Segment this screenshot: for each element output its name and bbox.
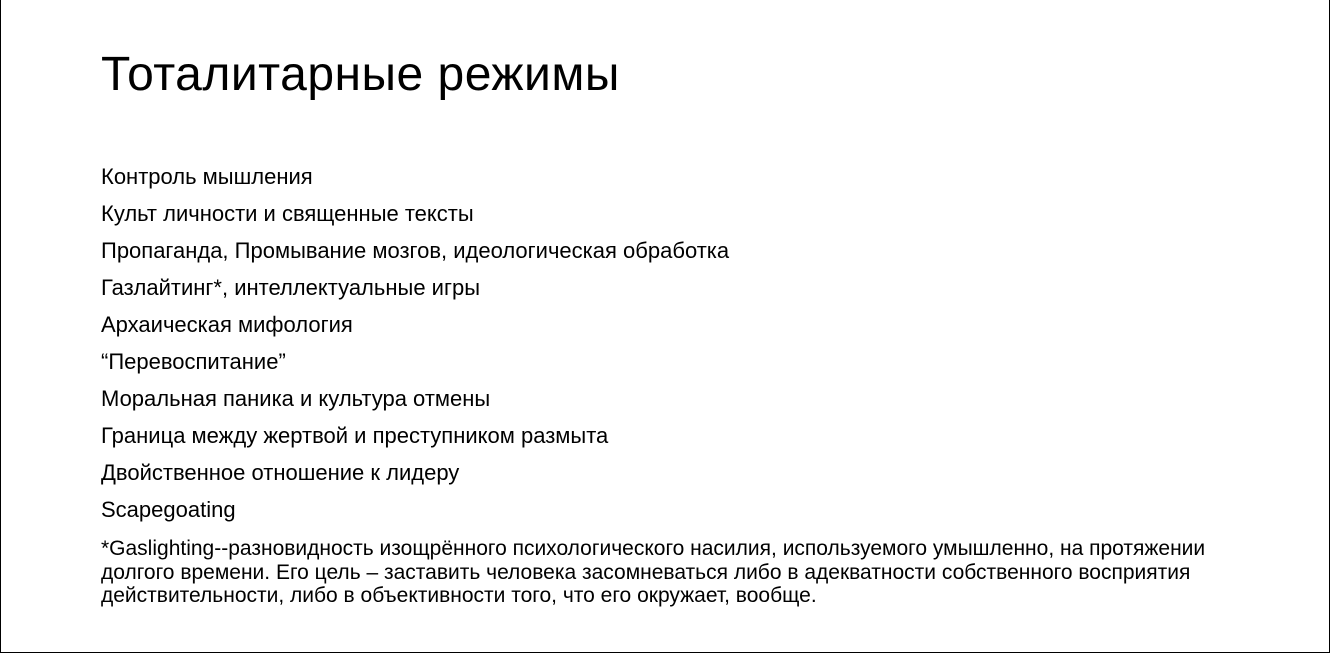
list-item: Архаическая мифология xyxy=(101,312,353,337)
footnote: *Gaslighting--разновидность изощрённого психологического насилия, используемого умышленно, на протяжении долгого времени. Его цель – заставить человека засомневаться либо в адекватности собственного восприятия действительности, либо в объективности того, что его окружает, вообще. xyxy=(101,537,1206,607)
list-item: Моральная паника и культура отмены xyxy=(101,386,491,411)
slide-title: Тоталитарные режимы xyxy=(101,48,620,101)
list-item: Культ личности и священные тексты xyxy=(101,201,474,226)
list-item: “Перевоспитание” xyxy=(101,349,286,374)
list-item: Scapegoating xyxy=(101,497,236,522)
list-item: Газлайтинг*, интеллектуальные игры xyxy=(101,275,481,300)
bullet-list xyxy=(101,158,729,528)
list-item: Граница между жертвой и преступником размыта xyxy=(101,423,609,448)
list-item: Контроль мышления xyxy=(101,164,313,189)
list-item: Двойственное отношение к лидеру xyxy=(101,460,460,485)
list-item: Пропаганда, Промывание мозгов, идеологическая обработка xyxy=(101,238,730,263)
